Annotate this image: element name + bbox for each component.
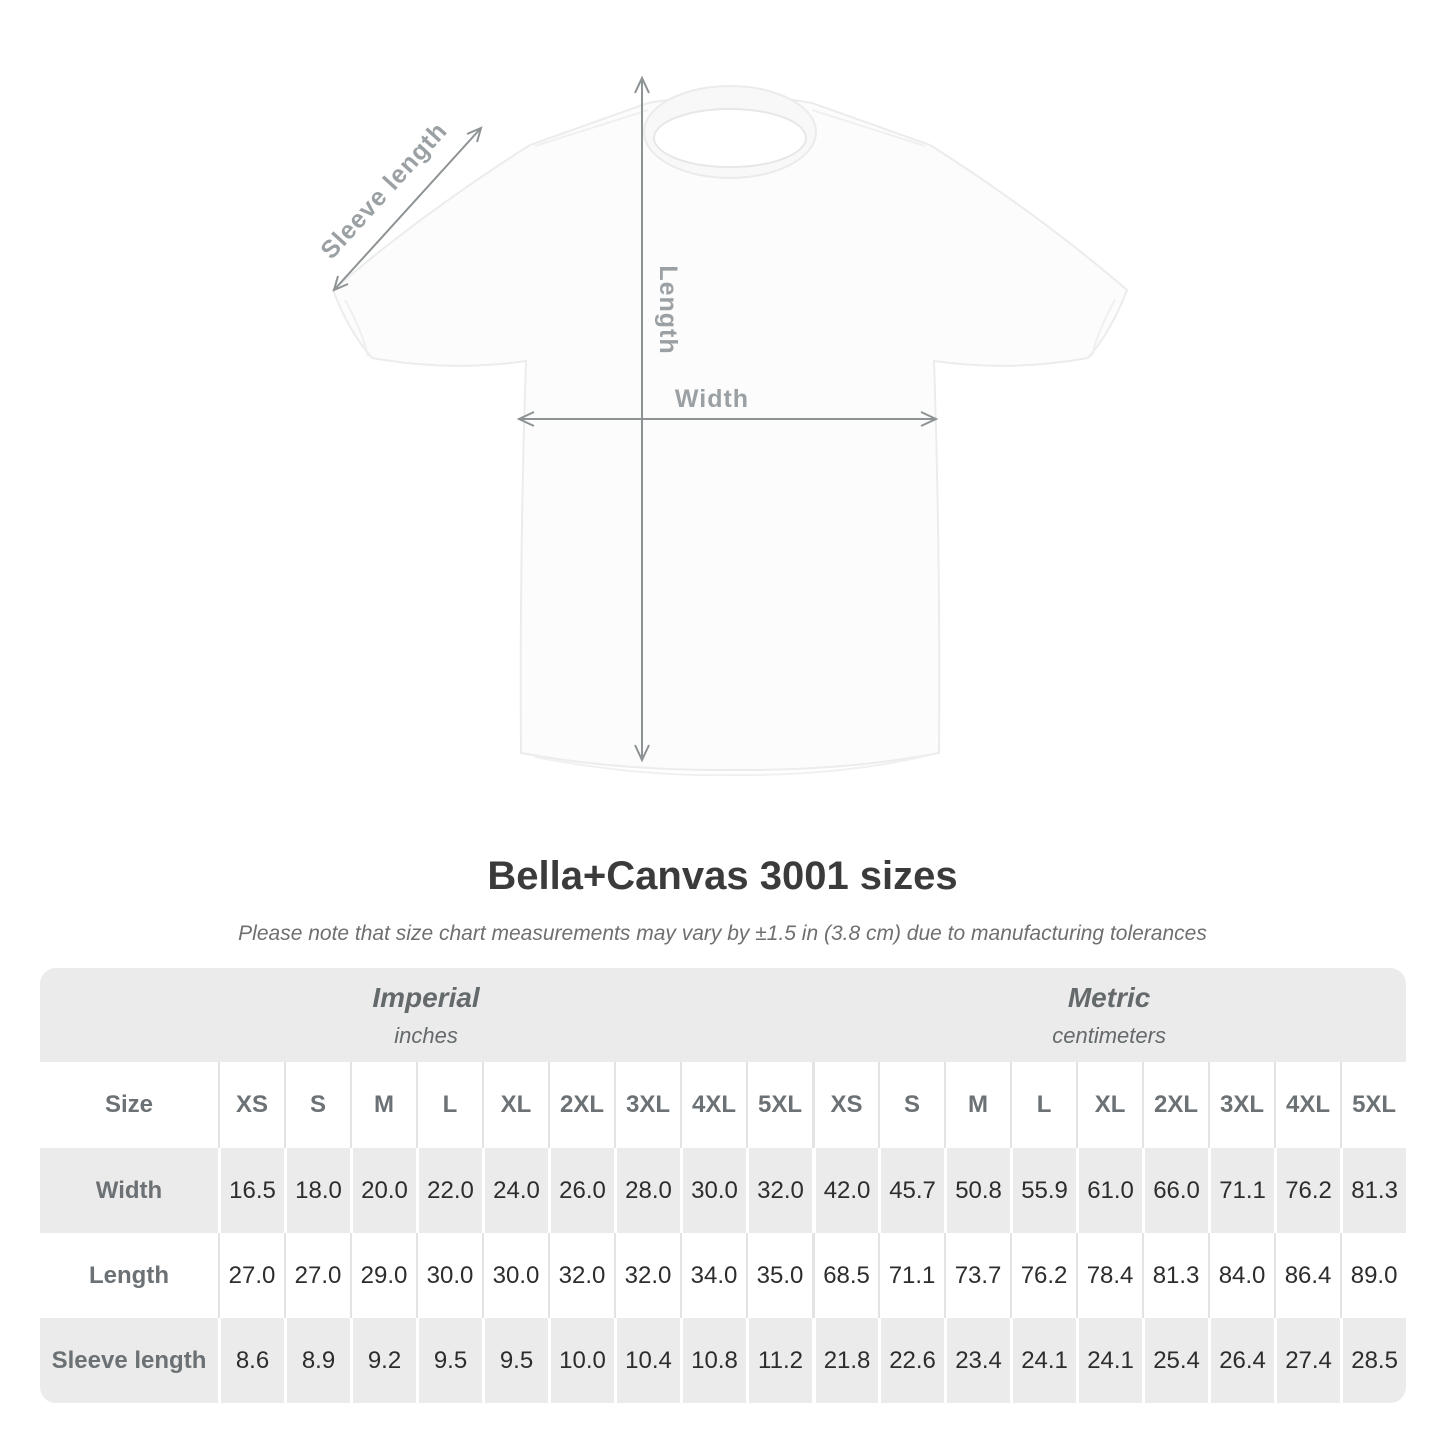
measurement-value-cell: 42.0: [812, 1148, 878, 1233]
measurement-value-cell: 9.2: [350, 1318, 416, 1403]
length-label: Length: [654, 265, 682, 355]
measurement-value-cell: 26.0: [548, 1148, 614, 1233]
measurement-value-cell: 16.5: [218, 1148, 284, 1233]
measurement-value-cell: 32.0: [746, 1148, 812, 1233]
measurement-value-cell: 11.2: [746, 1318, 812, 1403]
size-header-cell: XL: [1076, 1062, 1142, 1148]
measurement-value-cell: 55.9: [1010, 1148, 1076, 1233]
measurement-value-cell: 29.0: [350, 1233, 416, 1318]
measurement-value-cell: 71.1: [878, 1233, 944, 1318]
measurement-value-cell: 28.5: [1340, 1318, 1406, 1403]
sleeve-length-label: Sleeve length: [315, 116, 453, 265]
sleeve-length-row: [40, 1318, 1406, 1403]
measurement-value-cell: 81.3: [1142, 1233, 1208, 1318]
metric-group-name: Metric: [1067, 981, 1151, 1013]
tolerance-note: Please note that size chart measurements may vary by ±1.5 in (3.8 cm) due to manufacturing tolerances: [238, 922, 1207, 945]
measurement-value-cell: 35.0: [746, 1233, 812, 1318]
measurement-value-cell: 24.1: [1010, 1318, 1076, 1403]
measurement-value-cell: 76.2: [1010, 1233, 1076, 1318]
measurement-value-cell: 84.0: [1208, 1233, 1274, 1318]
measurement-value-cell: 66.0: [1142, 1148, 1208, 1233]
size-header-cell: XS: [218, 1062, 284, 1148]
size-header-cell: 2XL: [1142, 1062, 1208, 1148]
imperial-group-header: [40, 968, 812, 1062]
size-header-cell: XL: [482, 1062, 548, 1148]
metric-group-unit: centimeters: [1052, 1022, 1166, 1048]
row-label-length: Length: [40, 1233, 218, 1318]
size-header-cell: M: [350, 1062, 416, 1148]
measurement-value-cell: 32.0: [614, 1233, 680, 1318]
measurement-value-cell: 10.0: [548, 1318, 614, 1403]
page-title: Bella+Canvas 3001 sizes: [487, 854, 958, 898]
row-label-sleeve-length: Sleeve length: [40, 1318, 218, 1403]
width-row: [40, 1148, 1406, 1233]
measurement-value-cell: 27.4: [1274, 1318, 1340, 1403]
length-row: [40, 1233, 1406, 1318]
measurement-value-cell: 86.4: [1274, 1233, 1340, 1318]
size-chart-table: [40, 968, 1406, 1403]
size-header-cell: 3XL: [1208, 1062, 1274, 1148]
measurement-value-cell: 68.5: [812, 1233, 878, 1318]
size-header-cell: S: [284, 1062, 350, 1148]
measurement-value-cell: 27.0: [218, 1233, 284, 1318]
measurement-value-cell: 9.5: [482, 1318, 548, 1403]
size-header-cell: XS: [812, 1062, 878, 1148]
size-header-cell: 5XL: [1340, 1062, 1406, 1148]
measurement-value-cell: 10.4: [614, 1318, 680, 1403]
measurement-value-cell: 30.0: [482, 1233, 548, 1318]
measurement-value-cell: 8.6: [218, 1318, 284, 1403]
imperial-group-name: Imperial: [372, 981, 480, 1013]
size-header-cell: 3XL: [614, 1062, 680, 1148]
measurement-value-cell: 24.1: [1076, 1318, 1142, 1403]
measurement-value-cell: 18.0: [284, 1148, 350, 1233]
size-header-cell: 2XL: [548, 1062, 614, 1148]
measurement-value-cell: 22.0: [416, 1148, 482, 1233]
measurement-value-cell: 8.9: [284, 1318, 350, 1403]
width-label: Width: [674, 385, 750, 413]
measurement-value-cell: 45.7: [878, 1148, 944, 1233]
measurement-value-cell: 50.8: [944, 1148, 1010, 1233]
measurement-value-cell: 22.6: [878, 1318, 944, 1403]
measurement-value-cell: 81.3: [1340, 1148, 1406, 1233]
unit-header-row: [40, 968, 1406, 1062]
collar-inner: [654, 109, 806, 167]
measurement-value-cell: 21.8: [812, 1318, 878, 1403]
size-header-cell: 5XL: [746, 1062, 812, 1148]
measurement-value-cell: 27.0: [284, 1233, 350, 1318]
measurement-value-cell: 25.4: [1142, 1318, 1208, 1403]
measurement-value-cell: 30.0: [680, 1148, 746, 1233]
size-header-row: [40, 1062, 1406, 1148]
measurement-value-cell: 34.0: [680, 1233, 746, 1318]
size-column-header: Size: [40, 1062, 218, 1148]
size-header-cell: 4XL: [680, 1062, 746, 1148]
measurement-value-cell: 78.4: [1076, 1233, 1142, 1318]
metric-group-header: [812, 968, 1406, 1062]
measurement-value-cell: 28.0: [614, 1148, 680, 1233]
measurement-value-cell: 20.0: [350, 1148, 416, 1233]
size-header-cell: 4XL: [1274, 1062, 1340, 1148]
size-header-cell: M: [944, 1062, 1010, 1148]
imperial-group-unit: inches: [394, 1022, 458, 1048]
measurement-value-cell: 24.0: [482, 1148, 548, 1233]
measurement-value-cell: 61.0: [1076, 1148, 1142, 1233]
measurement-value-cell: 23.4: [944, 1318, 1010, 1403]
size-header-cell: L: [416, 1062, 482, 1148]
row-label-width: Width: [40, 1148, 218, 1233]
measurement-value-cell: 71.1: [1208, 1148, 1274, 1233]
measurement-value-cell: 30.0: [416, 1233, 482, 1318]
measurement-value-cell: 10.8: [680, 1318, 746, 1403]
tshirt-shape: [333, 96, 1127, 771]
size-header-cell: L: [1010, 1062, 1076, 1148]
size-header-cell: S: [878, 1062, 944, 1148]
measurement-value-cell: 9.5: [416, 1318, 482, 1403]
measurement-value-cell: 76.2: [1274, 1148, 1340, 1233]
measurement-value-cell: 89.0: [1340, 1233, 1406, 1318]
measurement-value-cell: 26.4: [1208, 1318, 1274, 1403]
measurement-value-cell: 73.7: [944, 1233, 1010, 1318]
measurement-value-cell: 32.0: [548, 1233, 614, 1318]
